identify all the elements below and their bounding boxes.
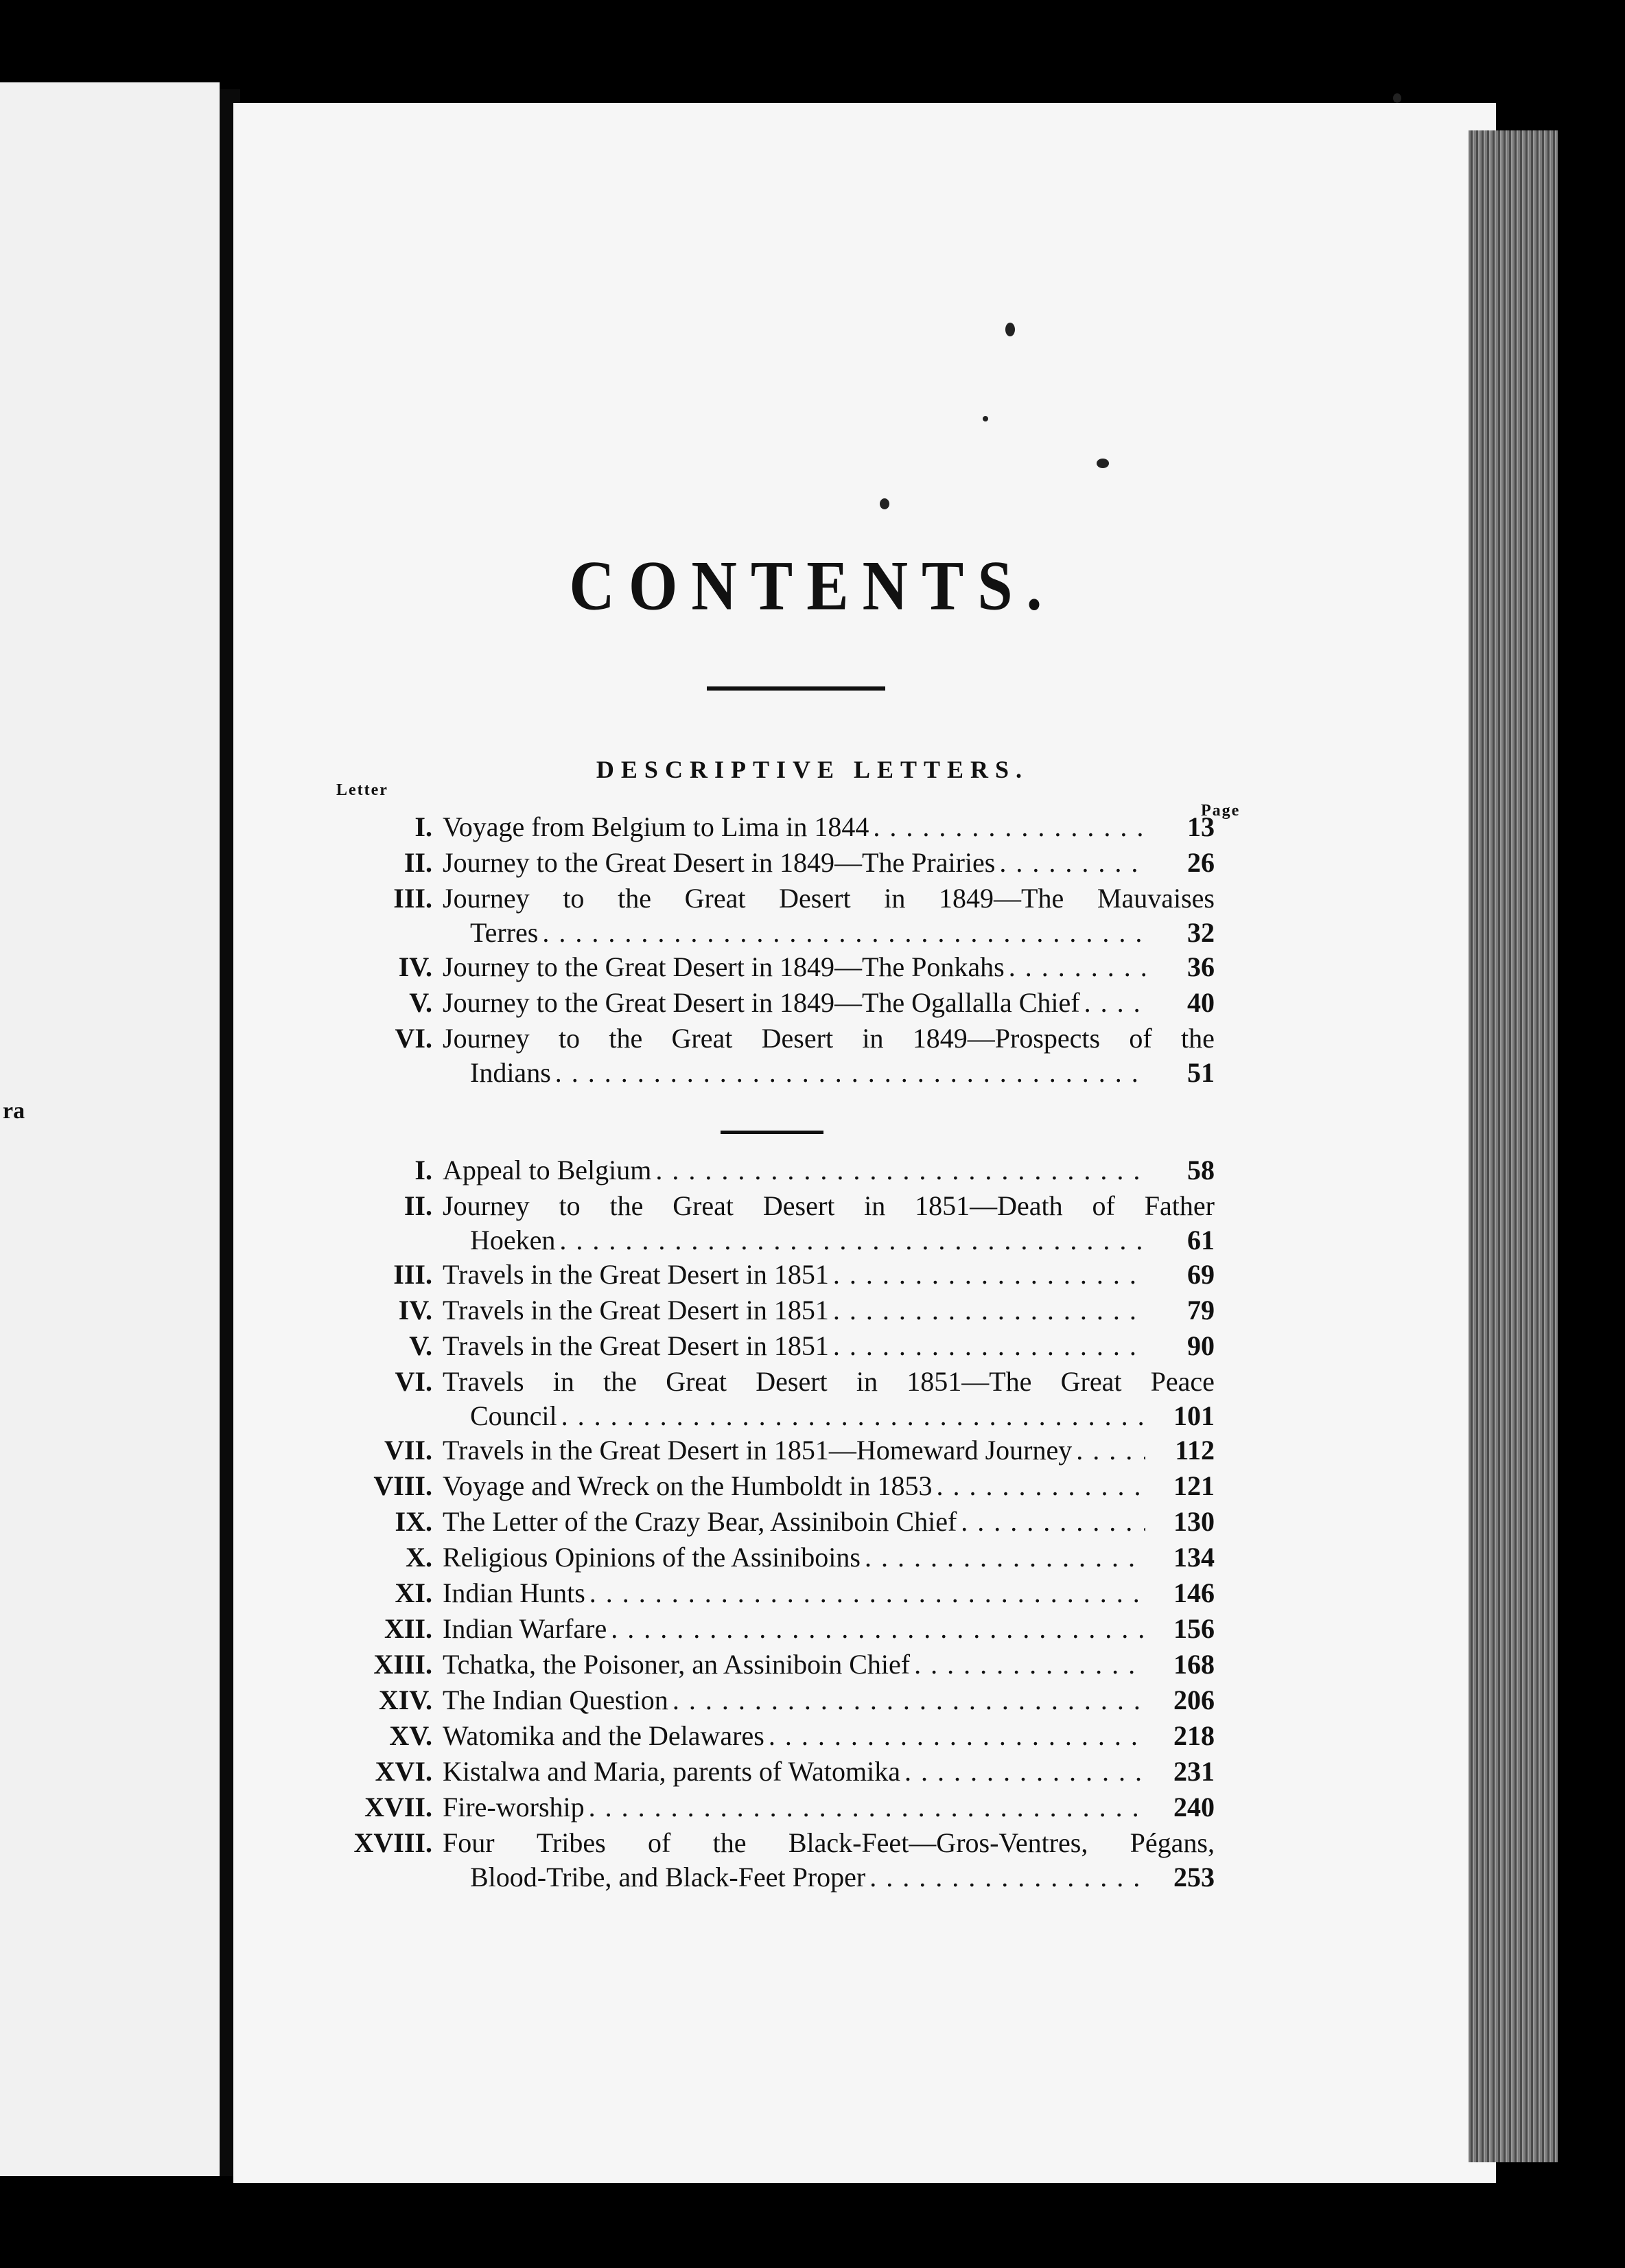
entry-title: Religious Opinions of the Assiniboins	[443, 1542, 861, 1573]
contents-entry	[316, 1293, 1215, 1328]
entry-title: Appeal to Belgium	[443, 1155, 652, 1185]
entry-title-row	[443, 1469, 1149, 1503]
entry-title-row	[443, 1683, 1149, 1717]
contents-entry	[316, 1612, 1215, 1646]
entry-title-row	[470, 916, 1149, 950]
entry-title-row	[443, 1540, 1149, 1575]
letter-number: IX.	[395, 1506, 432, 1537]
ink-speck	[983, 416, 988, 421]
letter-number: III.	[393, 1259, 432, 1290]
entry-title-line-1	[443, 1365, 1215, 1399]
entry-title-word: Travels	[443, 1366, 524, 1397]
entry-title: Voyage from Belgium to Lima in 1844	[443, 811, 869, 842]
letter-number: II.	[404, 1190, 432, 1221]
letter-number: V.	[409, 1330, 432, 1361]
contents-entry	[316, 1683, 1215, 1717]
letter-number: XIV.	[378, 1685, 432, 1715]
entry-title-row	[443, 1433, 1149, 1468]
page-number: 168	[1173, 1649, 1215, 1680]
entry-title-word: Journey	[443, 883, 530, 914]
facing-page-fragment: ra	[3, 1098, 25, 1124]
entry-title-word: Desert	[756, 1366, 828, 1397]
dot-leader	[869, 1860, 1145, 1895]
entry-title: Hoeken	[470, 1225, 556, 1256]
entry-title-word: Black-Feet—Gros-Ventres,	[788, 1827, 1088, 1858]
letter-number: XII.	[384, 1613, 432, 1644]
dot-leader	[1009, 950, 1145, 984]
entry-title-word: the	[712, 1827, 747, 1858]
entry-title-row	[443, 1755, 1149, 1789]
entry-title-word: Tribes	[536, 1827, 606, 1858]
entry-title-row	[443, 846, 1149, 880]
dot-leader	[611, 1612, 1145, 1646]
entry-title-word: in	[864, 1190, 886, 1221]
entry-title-row	[470, 1223, 1149, 1258]
entry-title-word: to	[559, 1190, 581, 1221]
contents-entry	[316, 1505, 1215, 1539]
letter-number: IV.	[398, 1295, 432, 1326]
entry-title-word: in	[552, 1366, 574, 1397]
entry-title-word: 1851—The	[907, 1366, 1032, 1397]
ink-speck	[880, 498, 889, 509]
entry-title: Indian Warfare	[443, 1613, 607, 1644]
contents-entry	[316, 1433, 1215, 1468]
entry-title: Fire-worship	[443, 1792, 585, 1822]
entry-title-row	[443, 1505, 1149, 1539]
letter-number: XV.	[389, 1720, 432, 1751]
dot-leader	[589, 1790, 1145, 1825]
entry-title-word: Great	[671, 1023, 733, 1054]
entry-title-row	[443, 1293, 1149, 1328]
page-number: 231	[1173, 1756, 1215, 1787]
entry-title: Blood-Tribe, and Black-Feet Proper	[470, 1862, 866, 1893]
entry-title-row	[443, 950, 1149, 984]
page-number: 69	[1187, 1259, 1215, 1290]
entry-title-word: Journey	[443, 1190, 530, 1221]
page-number: 79	[1187, 1295, 1215, 1326]
dot-leader	[904, 1755, 1145, 1789]
ink-speck	[1393, 93, 1401, 103]
page-number: 32	[1187, 917, 1215, 948]
entry-title-row	[443, 1153, 1149, 1188]
dot-leader	[559, 1223, 1145, 1258]
entry-title-word: Journey	[443, 1023, 530, 1054]
page-number: 218	[1173, 1720, 1215, 1751]
entry-title: Terres	[470, 917, 539, 948]
letter-number: VIII.	[373, 1470, 432, 1501]
dot-leader	[833, 1293, 1145, 1328]
entry-title-row	[443, 1647, 1149, 1682]
entry-title-word: of	[647, 1827, 671, 1858]
entry-title-row	[443, 1612, 1149, 1646]
dot-leader	[561, 1399, 1145, 1433]
entry-title-word: Great	[673, 1190, 734, 1221]
page-number: 36	[1187, 951, 1215, 982]
page-number: 13	[1187, 811, 1215, 842]
entry-title-word: to	[563, 883, 585, 914]
title-rule	[707, 686, 885, 691]
ink-speck	[1097, 459, 1109, 468]
dot-leader	[873, 810, 1145, 844]
letter-number: XI.	[395, 1577, 432, 1608]
entry-title-word: to	[558, 1023, 581, 1054]
dot-leader	[865, 1540, 1145, 1575]
entry-title: Indian Hunts	[443, 1577, 585, 1608]
entry-title: Travels in the Great Desert in 1851	[443, 1295, 829, 1326]
page-number: 58	[1187, 1155, 1215, 1185]
entry-title-word: Desert	[762, 1190, 835, 1221]
entry-title: Tchatka, the Poisoner, an Assiniboin Chief	[443, 1649, 911, 1680]
entry-title: Indians	[470, 1057, 551, 1088]
letter-number: III.	[393, 883, 432, 914]
contents-entry	[316, 1576, 1215, 1610]
entry-title-word: 1849—The	[939, 883, 1064, 914]
entry-title-word: the	[618, 883, 651, 914]
page-number: 240	[1173, 1792, 1215, 1822]
dot-leader	[961, 1505, 1145, 1539]
dot-leader	[914, 1647, 1145, 1682]
dot-leader	[769, 1719, 1145, 1753]
page-title: CONTENTS.	[569, 546, 1056, 625]
contents-entry	[316, 1647, 1215, 1682]
contents-entry	[316, 1790, 1215, 1825]
contents-entry	[316, 846, 1215, 880]
page-number: 90	[1187, 1330, 1215, 1361]
contents-entry	[316, 1329, 1215, 1363]
entry-title-row	[443, 1576, 1149, 1610]
entry-title: Travels in the Great Desert in 1851	[443, 1330, 829, 1361]
section-title: DESCRIPTIVE LETTERS.	[596, 756, 1029, 783]
letter-number: VI.	[395, 1023, 432, 1054]
letter-number: XVI.	[375, 1756, 432, 1787]
page-number: 40	[1187, 987, 1215, 1018]
page-number: 26	[1187, 847, 1215, 878]
entry-title-word: of	[1129, 1023, 1152, 1054]
dot-leader	[1076, 1433, 1145, 1468]
contents-entry	[316, 881, 1215, 950]
page-number: 206	[1173, 1685, 1215, 1715]
entry-title: Kistalwa and Maria, parents of Watomika	[443, 1756, 900, 1787]
entry-title: Council	[470, 1400, 557, 1431]
dot-leader	[589, 1576, 1145, 1610]
entry-title-word: Father	[1144, 1190, 1215, 1221]
page-number: 101	[1173, 1400, 1215, 1431]
letter-number: I.	[414, 1155, 432, 1185]
entry-title-word: Great	[684, 883, 746, 914]
entry-title-row	[443, 1329, 1149, 1363]
page-number: 51	[1187, 1057, 1215, 1088]
letter-number: VII.	[384, 1435, 432, 1466]
entry-title-word: Desert	[779, 883, 851, 914]
dot-leader	[936, 1469, 1145, 1503]
entry-title-row	[443, 1790, 1149, 1825]
contents-entry	[316, 986, 1215, 1020]
entry-title-word: the	[609, 1190, 644, 1221]
entry-title: Travels in the Great Desert in 1851	[443, 1259, 829, 1290]
entry-title-word: of	[1092, 1190, 1115, 1221]
dot-leader	[673, 1683, 1145, 1717]
letter-number: X.	[406, 1542, 432, 1573]
entry-title-row	[470, 1399, 1149, 1433]
contents-entry	[316, 1021, 1215, 1090]
entry-title: Journey to the Great Desert in 1849—The Prairies	[443, 847, 996, 878]
letter-number: VI.	[395, 1366, 432, 1397]
entry-title: Travels in the Great Desert in 1851—Homeward Journey	[443, 1435, 1073, 1466]
contents-entry	[316, 950, 1215, 984]
entry-title-word: Great	[666, 1366, 727, 1397]
entry-title-word: the	[1181, 1023, 1215, 1054]
page-number: 112	[1175, 1435, 1215, 1466]
entry-title-word: Peace	[1150, 1366, 1215, 1397]
contents-entry	[316, 1189, 1215, 1258]
letter-number: I.	[414, 811, 432, 842]
entry-title: The Indian Question	[443, 1685, 668, 1715]
page-edges	[1469, 130, 1558, 2162]
entry-title-word: Great	[1060, 1366, 1122, 1397]
letter-number: XIII.	[373, 1649, 432, 1680]
contents-entry	[316, 1719, 1215, 1753]
letter-number: IV.	[398, 951, 432, 982]
entry-title-line-1	[443, 1826, 1215, 1860]
entry-title-word: the	[609, 1023, 643, 1054]
entry-title: Journey to the Great Desert in 1849—The Ogallalla Chief	[443, 987, 1080, 1018]
entry-title-word: the	[603, 1366, 637, 1397]
contents-entry	[316, 1365, 1215, 1433]
contents-entry	[316, 1755, 1215, 1789]
entry-title: Watomika and the Delawares	[443, 1720, 764, 1751]
letter-number: XVIII.	[353, 1827, 432, 1858]
dot-leader	[542, 916, 1145, 950]
entry-title-line-1	[443, 881, 1215, 916]
entry-title-word: in	[884, 883, 906, 914]
entry-title-row	[443, 1258, 1149, 1292]
page-number: 130	[1173, 1506, 1215, 1537]
entry-title-word: Four	[443, 1827, 495, 1858]
contents-entry	[316, 1469, 1215, 1503]
page-number: 146	[1173, 1577, 1215, 1608]
entry-title: Voyage and Wreck on the Humboldt in 1853	[443, 1470, 933, 1501]
entry-title-word: in	[856, 1366, 878, 1397]
entry-title-word: in	[862, 1023, 884, 1054]
page-number: 253	[1173, 1862, 1215, 1893]
facing-page	[0, 82, 220, 2176]
entry-title-word: Pégans,	[1130, 1827, 1215, 1858]
contents-entry	[316, 1540, 1215, 1575]
dot-leader	[1084, 986, 1145, 1020]
entry-title: The Letter of the Crazy Bear, Assiniboin Chief	[443, 1506, 957, 1537]
contents-entry	[316, 1258, 1215, 1292]
entry-title: Journey to the Great Desert in 1849—The Ponkahs	[443, 951, 1005, 982]
entry-title-row	[443, 810, 1149, 844]
entry-title-row	[443, 1719, 1149, 1753]
dot-leader	[655, 1153, 1145, 1188]
entry-title-word: Mauvaises	[1097, 883, 1215, 914]
entry-title-word: Desert	[761, 1023, 834, 1054]
entry-title-line-1	[443, 1021, 1215, 1056]
dot-leader	[833, 1258, 1145, 1292]
group-divider	[721, 1131, 823, 1134]
contents-entry	[316, 1153, 1215, 1188]
dot-leader	[833, 1329, 1145, 1363]
dot-leader	[555, 1056, 1145, 1090]
letter-number: V.	[409, 987, 432, 1018]
entry-title-word: 1849—Prospects	[912, 1023, 1101, 1054]
entry-title-line-1	[443, 1189, 1215, 1223]
ink-speck	[1005, 323, 1015, 336]
dot-leader	[999, 846, 1145, 880]
entry-title-word: 1851—Death	[915, 1190, 1063, 1221]
entry-title-row	[443, 986, 1149, 1020]
page-number: 61	[1187, 1225, 1215, 1256]
letter-number: II.	[404, 847, 432, 878]
entry-title-row	[470, 1056, 1149, 1090]
letter-number: XVII.	[364, 1792, 432, 1822]
page-number: 156	[1173, 1613, 1215, 1644]
entry-title-row	[470, 1860, 1149, 1895]
column-header-letter: Letter	[336, 781, 388, 799]
page-number: 121	[1173, 1470, 1215, 1501]
page-number: 134	[1173, 1542, 1215, 1573]
contents-entry	[316, 1826, 1215, 1895]
column-header-page: Page	[1201, 802, 1241, 820]
contents-entry	[316, 810, 1215, 844]
